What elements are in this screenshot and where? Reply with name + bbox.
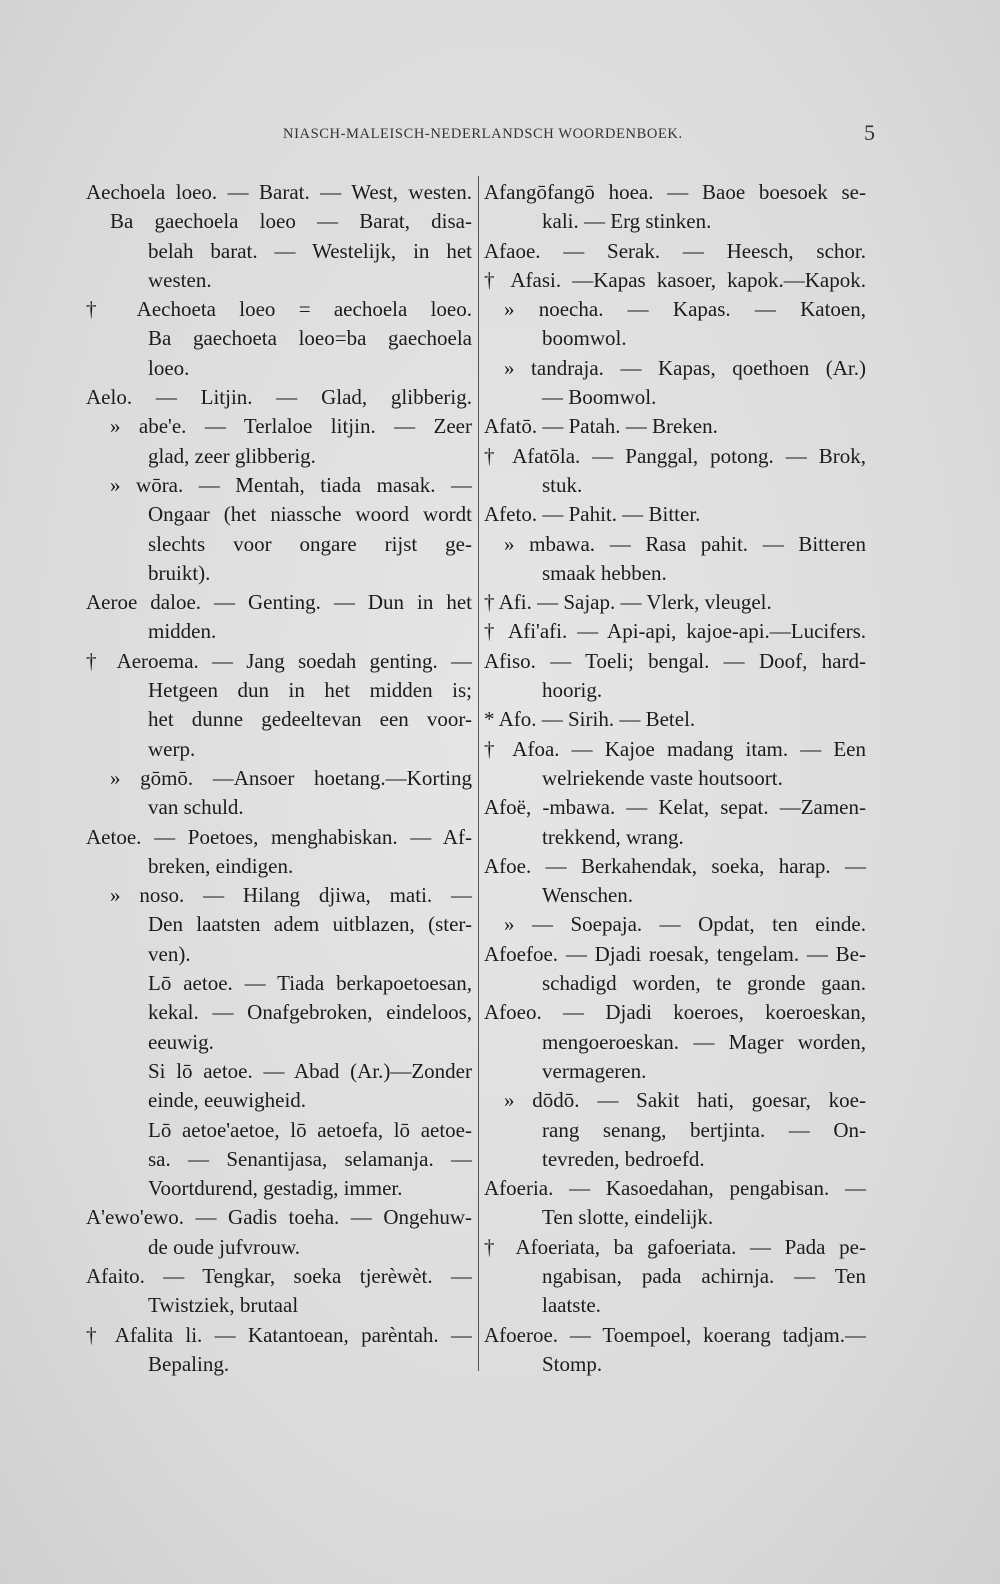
dictionary-line: slechts voor ongare rijst ge-	[148, 531, 472, 556]
dictionary-line: laatste.	[542, 1293, 601, 1318]
dictionary-line: Afoeroe. — Toempoel, koerang tadjam.—	[484, 1322, 866, 1347]
dictionary-line: † Aechoeta loeo = aechoela loeo.	[86, 297, 472, 322]
dictionary-line: einde, eeuwigheid.	[148, 1088, 307, 1113]
dictionary-line: vermageren.	[542, 1058, 647, 1083]
dictionary-line: Bepaling.	[148, 1351, 230, 1376]
column-divider	[478, 176, 479, 1371]
dictionary-line: » gōmō. —Ansoer hoetang.—Korting	[110, 765, 472, 790]
dictionary-line: † Afasi. —Kapas kasoer, kapok.—Kapok.	[484, 267, 866, 292]
dictionary-line: Afeto. — Pahit. — Bitter.	[484, 502, 701, 527]
dictionary-line: Afoeria. — Kasoedahan, pengabisan. —	[484, 1176, 866, 1201]
dictionary-line: A'ewo'ewo. — Gadis toeha. — Ongehuw-	[86, 1205, 472, 1230]
dictionary-line: » noso. — Hilang djiwa, mati. —	[110, 883, 472, 908]
running-title: NIASCH-MALEISCH-NEDERLANDSCH WOORDENBOEK.	[283, 126, 683, 142]
dictionary-line: Ongaar (het niassche woord wordt	[148, 502, 472, 527]
dictionary-line: trekkend, wrang.	[542, 824, 684, 849]
dictionary-line: † Afalita li. — Katantoean, parèntah. —	[86, 1322, 472, 1347]
dictionary-line: Afatō. — Patah. — Breken.	[484, 414, 718, 439]
dictionary-line: » tandraja. — Kapas, qoethoen (Ar.)	[504, 355, 866, 380]
dictionary-line: Aetoe. — Poetoes, menghabiskan. — Af-	[86, 824, 472, 849]
dictionary-line: ngabisan, pada achirnja. — Ten	[542, 1263, 866, 1288]
dictionary-line: Afoe. — Berkahendak, soeka, harap. —	[484, 853, 866, 878]
dictionary-line: Voortdurend, gestadig, immer.	[148, 1176, 403, 1201]
dictionary-line: † Afoeriata, ba gafoeriata. — Pada pe-	[484, 1234, 866, 1259]
dictionary-line: westen.	[148, 267, 212, 292]
dictionary-line: » mbawa. — Rasa pahit. — Bitteren	[504, 531, 866, 556]
dictionary-line: Afoë, -mbawa. — Kelat, sepat. —Zamen-	[484, 795, 866, 820]
dictionary-line: Twistziek, brutaal	[148, 1293, 299, 1318]
dictionary-line: » dōdō. — Sakit hati, goesar, koe-	[504, 1088, 866, 1113]
dictionary-line: van schuld.	[148, 795, 244, 820]
dictionary-line: * Afo. — Sirih. — Betel.	[484, 707, 696, 732]
dictionary-line: smaak hebben.	[542, 560, 667, 585]
dictionary-line: Afiso. — Toeli; bengal. — Doof, hard-	[484, 648, 866, 673]
dictionary-line: boomwol.	[542, 326, 627, 351]
page-number: 5	[864, 120, 875, 145]
dictionary-line: breken, eindigen.	[148, 853, 294, 878]
dictionary-line: — Boomwol.	[542, 385, 657, 410]
dictionary-line: welriekende vaste houtsoort.	[542, 765, 783, 790]
dictionary-line: eeuwig.	[148, 1029, 214, 1054]
dictionary-line: Ten slotte, eindelijk.	[542, 1205, 714, 1230]
dictionary-line: midden.	[148, 619, 217, 644]
left-column	[86, 178, 472, 1379]
dictionary-line: † Afi. — Sajap. — Vlerk, vleugel.	[484, 590, 772, 615]
dictionary-line: † Afatōla. — Panggal, potong. — Brok,	[484, 443, 866, 468]
dictionary-line: » — Soepaja. — Opdat, ten einde.	[504, 912, 866, 937]
dictionary-line: sa. — Senantijasa, selamanja. —	[148, 1146, 472, 1171]
dictionary-line: Aechoela loeo. — Barat. — West, westen.	[86, 180, 472, 204]
dictionary-line: het dunne gedeeltevan een voor-	[148, 707, 472, 732]
dictionary-line: † Afi'afi. — Api-api, kajoe-api.—Lucifers.	[484, 619, 866, 644]
dictionary-line: schadigd worden, te gronde gaan.	[542, 971, 866, 996]
dictionary-line: bruikt).	[148, 560, 211, 585]
dictionary-line: » abe'e. — Terlaloe litjin. — Zeer	[110, 414, 472, 439]
dictionary-line: kekal. — Onafgebroken, eindeloos,	[148, 1000, 472, 1025]
dictionary-line: rang senang, bertjinta. — On-	[542, 1117, 866, 1142]
dictionary-line: kali. — Erg stinken.	[542, 209, 712, 234]
right-column	[484, 178, 866, 1379]
dictionary-line: † Afoa. — Kajoe madang itam. — Een	[484, 736, 866, 761]
dictionary-line: mengoeroeskan. — Mager worden,	[542, 1029, 866, 1054]
dictionary-line: hoorig.	[542, 678, 603, 703]
dictionary-line: † Aeroema. — Jang soedah genting. —	[86, 648, 472, 673]
dictionary-line: Den laatsten adem uitblazen, (ster-	[148, 912, 472, 937]
dictionary-line: ven).	[148, 941, 191, 966]
dictionary-line: Afaito. — Tengkar, soeka tjerèwèt. —	[86, 1263, 472, 1288]
dictionary-line: loeo.	[148, 355, 190, 380]
dictionary-line: Afoeo. — Djadi koeroes, koeroeskan,	[484, 1000, 866, 1025]
dictionary-line: de oude jufvrouw.	[148, 1234, 301, 1259]
dictionary-line: Lō aetoe'aetoe, lō aetoefa, lō aetoe-	[148, 1117, 472, 1142]
dictionary-line: Wenschen.	[542, 883, 634, 908]
dictionary-line: Aelo. — Litjin. — Glad, glibberig.	[86, 385, 472, 410]
dictionary-line: Lō aetoe. — Tiada berkapoetoesan,	[148, 971, 472, 996]
dictionary-line: Ba gaechoela loeo — Barat, disa-	[110, 209, 472, 234]
dictionary-line: tevreden, bedroefd.	[542, 1146, 705, 1171]
dictionary-line: Aeroe daloe. — Genting. — Dun in het	[86, 590, 472, 615]
dictionary-line: glad, zeer glibberig.	[148, 443, 316, 468]
dictionary-line: Ba gaechoeta loeo=ba gaechoela	[148, 326, 472, 351]
dictionary-line: Afangōfangō hoea. — Baoe boesoek se-	[484, 180, 866, 204]
dictionary-line: Si lō aetoe. — Abad (Ar.)—Zonder	[148, 1058, 472, 1083]
dictionary-line: » noecha. — Kapas. — Katoen,	[504, 297, 866, 322]
running-header	[0, 120, 1000, 156]
dictionary-line: stuk.	[542, 472, 583, 497]
dictionary-line: » wōra. — Mentah, tiada masak. —	[110, 472, 472, 497]
dictionary-line: Hetgeen dun in het midden is;	[148, 678, 472, 703]
dictionary-line: werp.	[148, 736, 196, 761]
dictionary-line: Afoefoe. — Djadi roesak, tengelam. — Be-	[484, 941, 866, 966]
dictionary-line: belah barat. — Westelijk, in het	[148, 238, 472, 263]
dictionary-line: Afaoe. — Serak. — Heesch, schor.	[484, 238, 866, 263]
dictionary-line: Stomp.	[542, 1351, 603, 1376]
